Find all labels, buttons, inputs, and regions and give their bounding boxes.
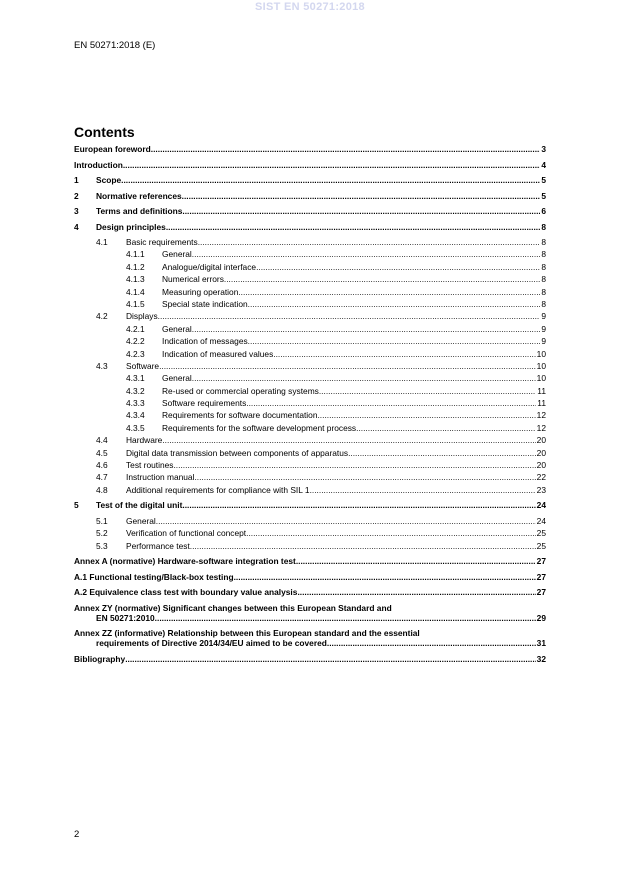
toc-title: Indication of messages [162, 336, 248, 347]
toc-page: 32 [536, 653, 546, 664]
toc-leader [182, 500, 535, 510]
toc-title: Special state indication [162, 298, 248, 309]
toc-leader [348, 448, 536, 458]
toc-leader [319, 386, 536, 396]
toc-title: Requirements for the software development process [162, 422, 357, 433]
toc-entry-4-1-1[interactable] [74, 249, 546, 259]
toc-leader [198, 237, 541, 247]
toc-number: 2 [74, 190, 79, 201]
toc-leader [166, 222, 541, 232]
toc-leader [356, 423, 536, 433]
toc-entry-foreword[interactable] [74, 144, 546, 154]
toc-leader [158, 311, 541, 321]
toc-page: 29 [536, 612, 546, 623]
toc-number: 4.1.1 [126, 249, 145, 260]
toc-page: 27 [536, 587, 546, 598]
toc-title: Test of the digital unit [96, 500, 183, 511]
toc-leader [123, 160, 540, 170]
toc-title: Digital data transmission between components of apparatus [126, 447, 349, 458]
document-id: EN 50271:2018 (E) [74, 40, 156, 51]
toc-leader [224, 274, 540, 284]
toc-entry-4-2-2[interactable] [74, 336, 546, 346]
toc-number: 4.1 [96, 237, 108, 247]
toc-leader [173, 460, 535, 470]
toc-number: 4.2.3 [126, 348, 145, 359]
toc-title: Numerical errors [162, 274, 224, 285]
toc-leader [296, 556, 536, 566]
toc-entry-4-3-5[interactable] [74, 423, 546, 433]
toc-number: 4.1.4 [126, 286, 145, 297]
toc-number: 1 [74, 175, 79, 185]
toc-page: 10 [536, 373, 546, 384]
toc-title: Introduction [74, 159, 123, 170]
toc-entry-5[interactable] [74, 500, 546, 510]
toc-title-continued: EN 50271:2010 [96, 612, 155, 623]
toc-title: Software [126, 360, 160, 371]
toc-number: 4.7 [96, 472, 108, 483]
toc-entry-5-1[interactable] [74, 516, 546, 526]
toc-number: 4.4 [96, 435, 108, 446]
toc-title: Normative references [96, 190, 182, 201]
toc-page: 24 [536, 500, 546, 511]
toc-number: 4.5 [96, 447, 108, 458]
toc-number: 4.1.2 [126, 261, 145, 272]
toc-leader [159, 361, 536, 371]
toc-page: 10 [536, 360, 546, 371]
toc-leader [192, 324, 541, 334]
toc-page: 20 [536, 460, 546, 471]
toc-entry-4-3-1[interactable] [74, 373, 546, 383]
toc-entry-annex-zy[interactable] [74, 603, 546, 623]
toc-entry-4-2[interactable] [74, 311, 546, 321]
toc-entry-4-1-3[interactable] [74, 274, 546, 284]
toc-page: 6 [541, 206, 546, 216]
toc-entry-4-5[interactable] [74, 448, 546, 458]
toc-title: Verification of functional concept [126, 528, 247, 539]
toc-page: 8 [541, 237, 546, 247]
toc-page: 12 [536, 422, 546, 433]
toc-entry-1[interactable] [74, 175, 546, 185]
toc-page: 27 [536, 556, 546, 567]
toc-title: Test routines [126, 460, 174, 471]
toc-number: 4.2 [96, 311, 108, 322]
toc-leader [182, 206, 540, 216]
toc-entry-4-2-1[interactable] [74, 324, 546, 334]
table-of-contents [74, 144, 546, 669]
toc-title: Annex ZZ (informative) Relationship between this European standard and the essential [74, 628, 420, 639]
toc-number: 4.3.2 [126, 385, 145, 396]
contents-heading: Contents [74, 124, 135, 140]
toc-title: Re-used or commercial operating systems [162, 385, 319, 396]
toc-number: 4.8 [96, 484, 108, 495]
toc-title: Instruction manual [126, 472, 195, 483]
toc-leader [192, 373, 536, 383]
page-number: 2 [74, 829, 80, 840]
toc-leader [156, 516, 536, 526]
toc-page: 5 [541, 175, 546, 185]
toc-title: Design principles [96, 221, 166, 232]
toc-page: 25 [536, 540, 546, 551]
toc-entry-4-1-2[interactable] [74, 262, 546, 272]
toc-page: 8 [541, 298, 546, 309]
toc-entry-4-7[interactable] [74, 472, 546, 482]
toc-leader [310, 485, 536, 495]
toc-entry-4-1-4[interactable] [74, 287, 546, 297]
toc-leader [121, 175, 540, 185]
toc-entry-5-2[interactable] [74, 528, 546, 538]
toc-number: 5.2 [96, 528, 108, 539]
toc-leader [182, 191, 541, 201]
toc-title: Hardware [126, 435, 163, 446]
toc-title: Indication of measured values [162, 348, 274, 359]
toc-title: Displays [126, 311, 158, 322]
toc-entry-annex-zz[interactable] [74, 628, 546, 648]
toc-leader [273, 349, 535, 359]
watermark: SIST EN 50271:2018 [255, 1, 365, 13]
toc-page: 12 [536, 410, 546, 421]
toc-number: 4.2.1 [126, 323, 145, 334]
toc-page: 8 [541, 249, 546, 260]
toc-number: 4.3.3 [126, 398, 145, 409]
toc-leader [125, 654, 535, 664]
toc-entry-3[interactable] [74, 206, 546, 216]
toc-page: 25 [536, 528, 546, 539]
toc-leader [234, 572, 536, 582]
toc-page: 8 [541, 274, 546, 285]
toc-title: Basic requirements [126, 237, 198, 247]
toc-leader [317, 410, 535, 420]
toc-entry-4-4[interactable] [74, 435, 546, 445]
toc-title-continued: requirements of Directive 2014/34/EU aimed to be covered [96, 638, 327, 649]
toc-page: 20 [536, 435, 546, 446]
toc-page: 11 [537, 398, 546, 409]
toc-title: Analogue/digital interface [162, 261, 257, 272]
toc-number: 4.3.5 [126, 422, 145, 433]
toc-leader [248, 299, 541, 309]
toc-number: 4.3.1 [126, 373, 145, 384]
toc-title: Annex ZY (normative) Significant changes between this European Standard and [74, 602, 392, 613]
toc-title: Software requirements [162, 398, 247, 409]
toc-leader [238, 287, 540, 297]
toc-title: Measuring operation [162, 286, 239, 297]
toc-title: Requirements for software documentation [162, 410, 318, 421]
toc-leader [248, 336, 541, 346]
toc-page: 11 [537, 385, 546, 396]
toc-entry-annex-a[interactable] [74, 556, 546, 566]
toc-page: 8 [541, 221, 546, 232]
toc-number: 4.2.2 [126, 336, 145, 347]
toc-entry-4-6[interactable] [74, 460, 546, 470]
toc-page: 8 [541, 261, 546, 272]
toc-page: 9 [541, 311, 546, 322]
toc-entry-4-3-3[interactable] [74, 398, 546, 408]
toc-entry-4-3-4[interactable] [74, 410, 546, 420]
toc-title: European foreword [74, 144, 151, 154]
toc-title: Performance test [126, 540, 190, 551]
toc-entry-4-1-5[interactable] [74, 299, 546, 309]
toc-title: General [162, 323, 192, 334]
toc-entry-4-3-2[interactable] [74, 386, 546, 396]
toc-entry-4-1[interactable] [74, 237, 546, 247]
toc-page: 27 [536, 571, 546, 582]
toc-leader [155, 613, 536, 623]
toc-title: Terms and definitions [96, 206, 183, 216]
toc-leader [246, 398, 536, 408]
toc-title: General [162, 249, 192, 260]
toc-page: 20 [536, 447, 546, 458]
toc-entry-4-3[interactable] [74, 361, 546, 371]
toc-number: 4.3 [96, 360, 108, 371]
toc-entry-bibliography[interactable] [74, 654, 546, 664]
toc-page: 4 [541, 159, 546, 170]
toc-number: 5.3 [96, 540, 108, 551]
toc-page: 9 [541, 336, 546, 347]
toc-entry-4-8[interactable] [74, 485, 546, 495]
toc-leader [162, 435, 535, 445]
toc-leader [327, 638, 536, 648]
toc-number: 4.6 [96, 460, 108, 471]
toc-entry-a-1[interactable] [74, 572, 546, 582]
toc-page: 31 [536, 638, 546, 649]
toc-entry-4[interactable] [74, 222, 546, 232]
toc-number: 5.1 [96, 515, 108, 526]
toc-page: 24 [536, 515, 546, 526]
toc-page: 10 [536, 348, 546, 359]
toc-title: Bibliography [74, 653, 126, 664]
toc-title: A.2 Equivalence class test with boundary value analysis [74, 587, 298, 598]
toc-entry-4-2-3[interactable] [74, 349, 546, 359]
toc-entry-introduction[interactable] [74, 160, 546, 170]
toc-page: 22 [536, 472, 546, 483]
toc-leader [256, 262, 540, 272]
toc-page: 5 [541, 190, 546, 201]
toc-entry-2[interactable] [74, 191, 546, 201]
toc-number: 3 [74, 206, 79, 216]
toc-page: 8 [541, 286, 546, 297]
toc-number: 5 [74, 500, 79, 511]
toc-leader [297, 587, 535, 597]
toc-page: 3 [541, 144, 546, 154]
toc-title: A.1 Functional testing/Black-box testing [74, 571, 234, 582]
toc-leader [151, 144, 541, 154]
toc-number: 4.1.3 [126, 274, 145, 285]
toc-title: General [126, 515, 156, 526]
toc-title: General [162, 373, 192, 384]
toc-leader [192, 249, 541, 259]
toc-title: Annex A (normative) Hardware-software integration test [74, 556, 296, 567]
toc-entry-5-3[interactable] [74, 541, 546, 551]
toc-page: 23 [536, 484, 546, 495]
toc-leader [194, 472, 535, 482]
toc-number: 4 [74, 221, 79, 232]
toc-leader [190, 541, 536, 551]
toc-entry-a-2[interactable] [74, 587, 546, 597]
toc-number: 4.3.4 [126, 410, 145, 421]
toc-title: Scope [96, 175, 122, 185]
toc-title: Additional requirements for compliance with SIL 1 [126, 484, 310, 495]
toc-leader [246, 528, 536, 538]
toc-number: 4.1.5 [126, 298, 145, 309]
toc-page: 9 [541, 323, 546, 334]
